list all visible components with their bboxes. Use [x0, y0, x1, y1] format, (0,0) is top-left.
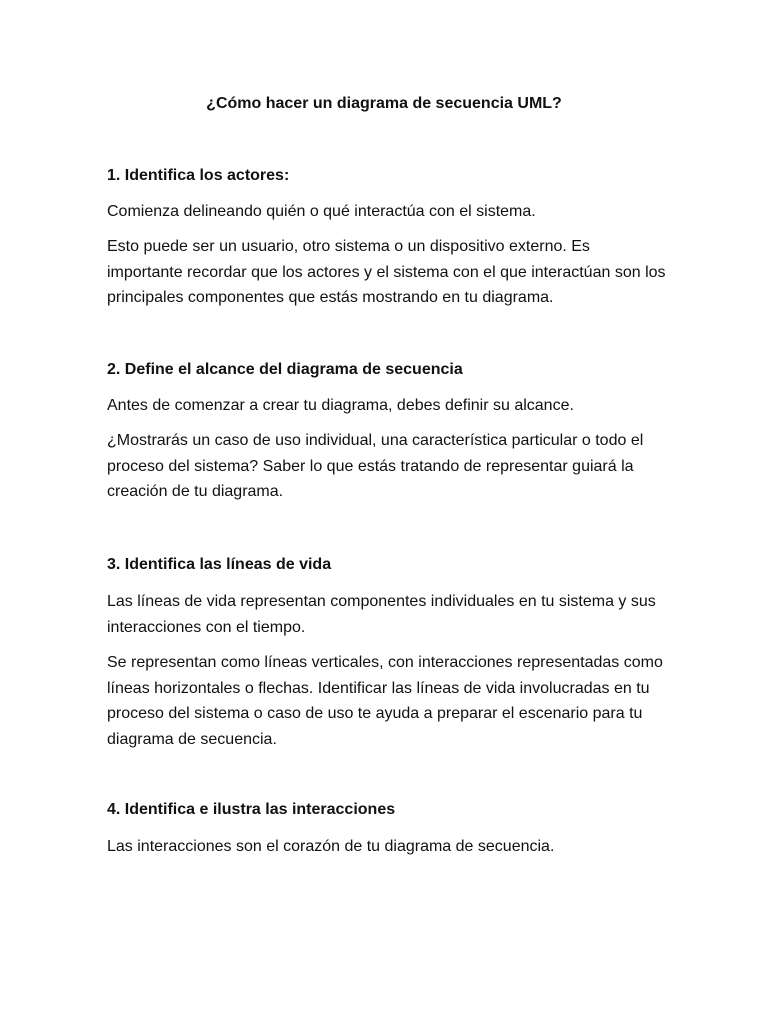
section-1-heading: 1. Identifica los actores: [107, 167, 290, 184]
page-title: ¿Cómo hacer un diagrama de secuencia UML? [206, 95, 562, 112]
section-2-paragraph-1: Antes de comenzar a crear tu diagrama, debes definir su alcance. [107, 397, 574, 414]
section-3-paragraph-2: Se representan como líneas verticales, con interacciones representadas como líneas horizontales o flechas. Identificar las líneas de vida involucradas en tu proceso del sistema o caso de uso te ayuda a preparar el escenario para tu diagrama de secuencia. [107, 654, 663, 748]
section-4-heading: 4. Identifica e ilustra las interacciones [107, 801, 396, 818]
section-1-paragraph-2: Esto puede ser un usuario, otro sistema o un dispositivo externo. Es importante recordar que los actores y el sistema con el que interactúan son los principales componentes que estás mostrando en tu diagrama. [107, 238, 666, 306]
section-2-heading: 2. Define el alcance del diagrama de secuencia [107, 361, 463, 378]
section-3-heading: 3. Identifica las líneas de vida [107, 556, 332, 573]
section-1-paragraph-1: Comienza delineando quién o qué interactúa con el sistema. [107, 203, 536, 220]
section-4-paragraph-1: Las interacciones son el corazón de tu diagrama de secuencia. [107, 838, 555, 855]
section-2-paragraph-2: ¿Mostrarás un caso de uso individual, una característica particular o todo el proceso del sistema? Saber lo que estás tratando de representar guiará la creación de tu diagrama. [107, 432, 644, 500]
section-3-paragraph-1: Las líneas de vida representan componentes individuales en tu sistema y sus interacciones con el tiempo. [107, 593, 656, 636]
